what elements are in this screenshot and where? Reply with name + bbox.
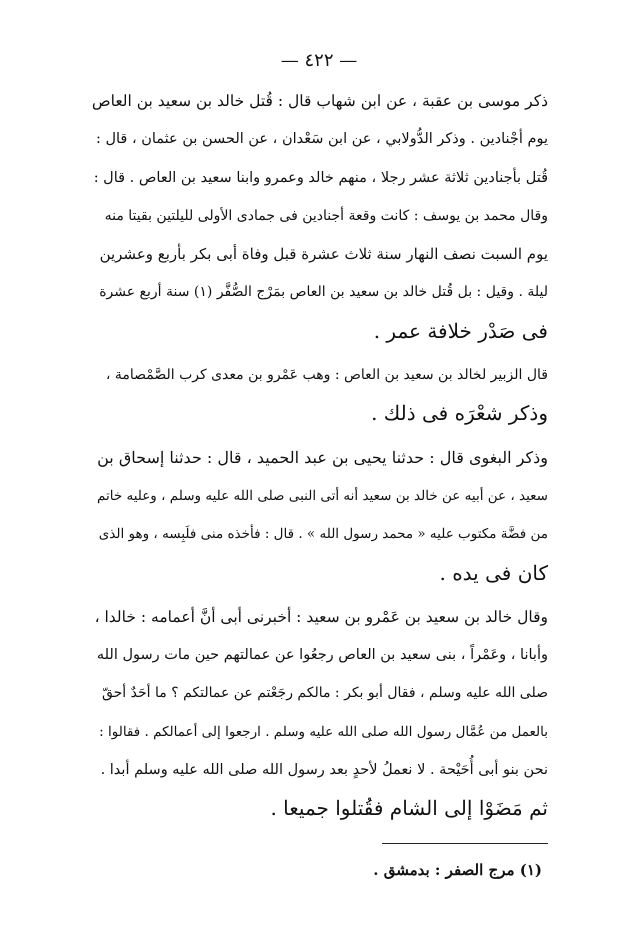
page-number: — ٤٢٢ — xyxy=(280,50,358,71)
text-line: بالعمل من عُمَّال رسول الله صلى الله عليه وسلم . ارجعوا إلى أعمالكم . فقالوا : xyxy=(99,723,548,740)
footnote: (١) مرج الصفر : بدمشق . xyxy=(373,861,542,879)
text-line: وقال خالد بن سعيد بن عَمْرو بن سعيد : أخبرنى أبى أنَّ أعمامه : خالدا ، xyxy=(94,607,548,626)
text-line: ذكر موسى بن عقبة ، عن ابن شهاب قال : قُتل خالد بن سعيد بن العاص xyxy=(92,92,548,110)
text-line: قُتل بأجنادين ثلاثة عشر رجلا ، منهم خالد وعمرو وابنا سعيد بن العاص . قال : xyxy=(93,169,548,186)
text-line: سعيد ، عن أبيه عن خالد بن سعيد أنه أتى النبى صلى الله عليه وسلم ، وعليه خاتم xyxy=(96,487,548,504)
text-line: وأبانا ، وعَمْراً ، بنى سعيد بن العاص رجعُوا عن عمالتهم حين مات رسول الله xyxy=(96,647,548,664)
text-line: فى صَدْر خلافة عمر . xyxy=(373,318,548,343)
text-line: يوم السبت نصف النهار سنة ثلاث عشرة قبل وفاة أبى بكر بأربع وعشرين xyxy=(99,245,548,264)
text-line: وقال محمد بن يوسف : كانت وقعة أجنادين فى جمادى الأولى لليلتين بقيتا منه xyxy=(104,207,548,224)
text-line: وذكر البغوى قال : حدثنا يحيى بن عبد الحميد ، قال : حدثنا إسحاق بن xyxy=(97,447,548,467)
text-line: وذكر شعْرَه فى ذلك . xyxy=(371,401,548,426)
text-line: ثم مَضَوْا إلى الشام فقُتلوا جميعا . xyxy=(270,796,548,821)
body-text xyxy=(92,82,548,828)
text-line: كان فى يده . xyxy=(439,560,548,585)
text-line: ليلة . وقيل : بل قُتل خالد بن سعيد بن العاص بمَرْج الصُّفَّر (١) سنة أربع عشرة xyxy=(99,284,548,301)
text-line: قال الزبير لخالد بن سعيد بن العاص : وهب عَمْرو بن معدى كرب الصَّمْصامة ، xyxy=(105,367,548,384)
text-line: يوم أجْنادين . وذكر الدُّولابي ، عن ابن سَعْدان ، عن الحسن بن عثمان ، قال : xyxy=(95,131,548,148)
text-line: نحن بنو أبى أُحَيْحة . لا نعملُ لأحدٍ بعد رسول الله صلى الله عليه وسلم أبدا . xyxy=(100,762,548,779)
text-line: من فضَّة مكتوب عليه « محمد رسول الله » . قال : فأخذه منى فلَبِسه ، وهو الذى xyxy=(98,526,548,543)
footnote-divider xyxy=(382,843,548,844)
text-line: صلى الله عليه وسلم ، فقال أبو بكر : مالكم رجَعْتم عن عمالتكم ؟ ما أحَدٌ أحقّ xyxy=(101,685,548,702)
